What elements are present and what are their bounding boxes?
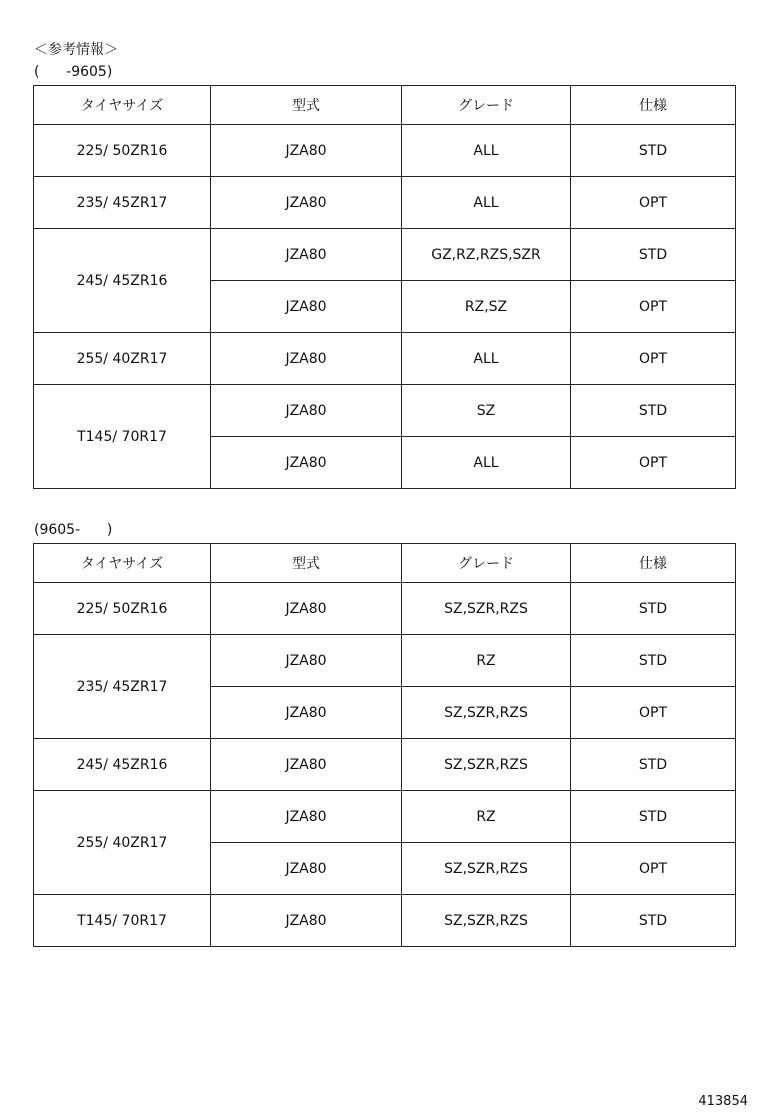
table-row (34, 635, 736, 687)
cell-tire-size: 225/ 50ZR16 (34, 125, 211, 177)
header-grade: グレード (402, 544, 571, 583)
cell-spec: OPT (571, 177, 736, 229)
cell-spec: STD (571, 385, 736, 437)
reference-heading: ＜参考情報＞ (34, 42, 118, 58)
header-model: 型式 (211, 86, 402, 125)
document-number: 413854 (698, 1094, 748, 1109)
cell-tire-size: 255/ 40ZR17 (34, 333, 211, 385)
cell-model: JZA80 (211, 281, 402, 333)
cell-grade: SZ,SZR,RZS (402, 739, 571, 791)
cell-spec: OPT (571, 333, 736, 385)
header-tire-size: タイヤサイズ (34, 86, 211, 125)
cell-model: JZA80 (211, 635, 402, 687)
tire-table-2 (33, 543, 736, 947)
cell-model: JZA80 (211, 125, 402, 177)
cell-tire-size: 235/ 45ZR17 (34, 635, 211, 739)
table-row (34, 895, 736, 947)
cell-spec: OPT (571, 281, 736, 333)
header-spec: 仕様 (571, 86, 736, 125)
cell-grade: ALL (402, 177, 571, 229)
cell-grade: RZ (402, 791, 571, 843)
cell-model: JZA80 (211, 739, 402, 791)
cell-model: JZA80 (211, 687, 402, 739)
table-row (34, 229, 736, 281)
cell-tire-size: 245/ 45ZR16 (34, 229, 211, 333)
table-header-row (34, 86, 736, 125)
header-grade: グレード (402, 86, 571, 125)
cell-spec: STD (571, 125, 736, 177)
cell-tire-size: T145/ 70R17 (34, 895, 211, 947)
cell-tire-size: T145/ 70R17 (34, 385, 211, 489)
cell-spec: STD (571, 791, 736, 843)
cell-spec: STD (571, 635, 736, 687)
cell-grade: SZ,SZR,RZS (402, 583, 571, 635)
table-row (34, 177, 736, 229)
cell-model: JZA80 (211, 177, 402, 229)
table-row (34, 125, 736, 177)
cell-spec: STD (571, 895, 736, 947)
cell-model: JZA80 (211, 843, 402, 895)
cell-model: JZA80 (211, 229, 402, 281)
period-label-2: (9605- ) (34, 522, 113, 538)
cell-model: JZA80 (211, 583, 402, 635)
header-model: 型式 (211, 544, 402, 583)
cell-grade: GZ,RZ,RZS,SZR (402, 229, 571, 281)
header-tire-size: タイヤサイズ (34, 544, 211, 583)
cell-tire-size: 245/ 45ZR16 (34, 739, 211, 791)
table-header-row (34, 544, 736, 583)
cell-spec: OPT (571, 843, 736, 895)
cell-grade: ALL (402, 125, 571, 177)
table-row (34, 385, 736, 437)
period-label-1: ( -9605) (34, 64, 113, 80)
cell-spec: STD (571, 583, 736, 635)
cell-grade: SZ (402, 385, 571, 437)
table-row (34, 791, 736, 843)
cell-spec: OPT (571, 687, 736, 739)
cell-spec: STD (571, 739, 736, 791)
cell-grade: ALL (402, 437, 571, 489)
cell-model: JZA80 (211, 791, 402, 843)
cell-grade: SZ,SZR,RZS (402, 843, 571, 895)
cell-grade: RZ,SZ (402, 281, 571, 333)
cell-spec: OPT (571, 437, 736, 489)
table-row (34, 583, 736, 635)
cell-model: JZA80 (211, 333, 402, 385)
cell-spec: STD (571, 229, 736, 281)
table-row (34, 333, 736, 385)
cell-model: JZA80 (211, 895, 402, 947)
cell-tire-size: 235/ 45ZR17 (34, 177, 211, 229)
cell-model: JZA80 (211, 385, 402, 437)
header-spec: 仕様 (571, 544, 736, 583)
cell-tire-size: 255/ 40ZR17 (34, 791, 211, 895)
cell-grade: ALL (402, 333, 571, 385)
cell-grade: SZ,SZR,RZS (402, 687, 571, 739)
table-row (34, 739, 736, 791)
cell-model: JZA80 (211, 437, 402, 489)
cell-grade: SZ,SZR,RZS (402, 895, 571, 947)
tire-table-1 (33, 85, 736, 489)
cell-tire-size: 225/ 50ZR16 (34, 583, 211, 635)
cell-grade: RZ (402, 635, 571, 687)
